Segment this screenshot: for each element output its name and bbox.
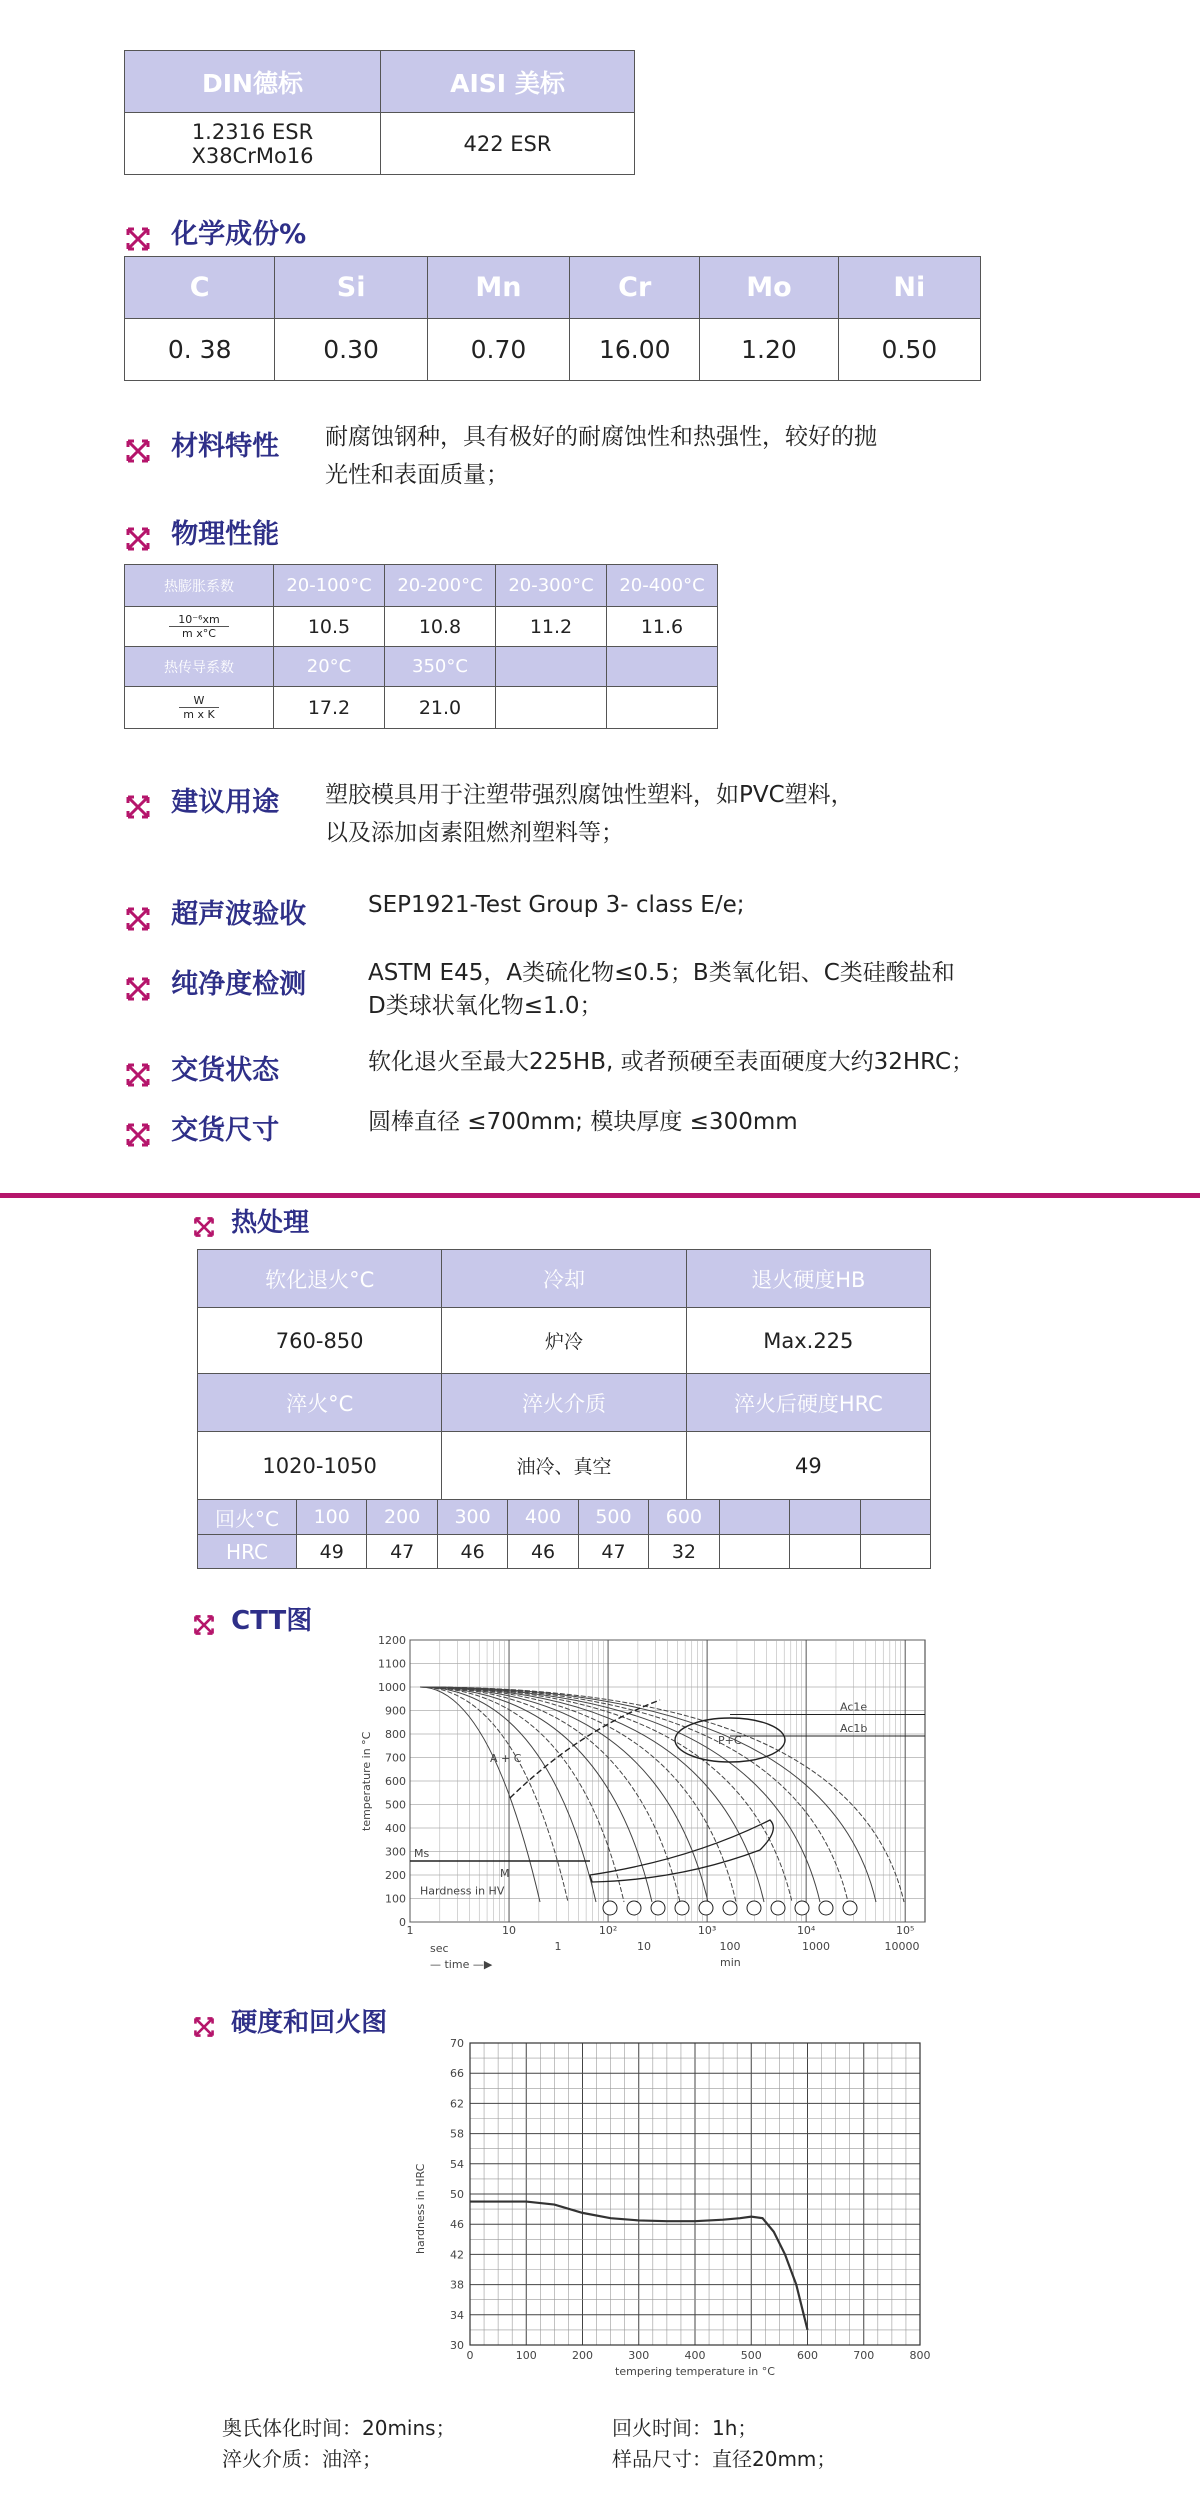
ctt-y-tick: 1200 xyxy=(378,1634,406,1647)
heat-title: 热处理 xyxy=(231,1208,310,1238)
hrc-value-7 xyxy=(719,1535,789,1569)
chemical-heading xyxy=(124,212,306,253)
temper-temp-7 xyxy=(719,1500,789,1535)
temper-temp-1: 100 xyxy=(297,1500,367,1535)
ctt-hardness-marker xyxy=(747,1901,761,1915)
delivery-state-heading xyxy=(124,1048,279,1089)
ctt-min-tick: 10000 xyxy=(884,1940,920,1953)
din-header: DIN德标 xyxy=(125,51,381,113)
temper-y-label: hardness in HRC xyxy=(414,2163,427,2254)
ctt-cooling-curve xyxy=(420,1687,736,1902)
cross-arrows-icon xyxy=(124,525,152,553)
temper-y-tick: 66 xyxy=(450,2067,464,2081)
hrc-value-8 xyxy=(790,1535,860,1569)
heat-h1-3: 退火硬度HB xyxy=(686,1250,930,1308)
heat-r1-3: Max.225 xyxy=(686,1308,930,1374)
ctt-label-ac1b: Ac1b xyxy=(840,1722,868,1735)
ctt-heading xyxy=(192,1600,312,1637)
temper-x-tick: 500 xyxy=(740,2349,762,2362)
conductivity-unit-top: W xyxy=(193,694,205,707)
ctt-label-ac: A + C xyxy=(490,1752,522,1765)
ctt-time-label: — time —▶ xyxy=(430,1958,493,1971)
cross-arrows-icon xyxy=(124,437,152,465)
ctt-y-tick: 200 xyxy=(385,1869,406,1882)
temper-temp-4: 400 xyxy=(508,1500,578,1535)
delivery-size-heading xyxy=(124,1108,279,1149)
cross-arrows-icon xyxy=(124,793,152,821)
heat-table xyxy=(197,1249,931,1500)
element-ni: Ni xyxy=(838,257,980,319)
ctt-y-tick: 300 xyxy=(385,1845,406,1859)
din-value xyxy=(125,113,381,175)
ctt-hardness-marker xyxy=(723,1901,737,1915)
ctt-sec-tick: 10² xyxy=(598,1924,618,1937)
ctt-label-ac1e: Ac1e xyxy=(840,1700,868,1714)
temper-y-tick: 38 xyxy=(450,2278,464,2292)
din-value-line2: X38CrMo16 xyxy=(191,143,314,168)
heat-h2-1: 淬火°C xyxy=(198,1374,442,1432)
temper-x-tick: 300 xyxy=(628,2349,650,2362)
delivery-size-text: 圆棒直径 ≤700mm; 模块厚度 ≤300mm xyxy=(368,1109,798,1135)
note-sample: 样品尺寸：直径20mm； xyxy=(612,2447,837,2471)
temper-temp-9 xyxy=(860,1500,931,1535)
heat-h1-1: 软化退火°C xyxy=(198,1250,442,1308)
exp-value-3: 11.2 xyxy=(496,607,607,647)
heat-heading xyxy=(192,1202,309,1239)
heat-h2-3: 淬火后硬度HRC xyxy=(686,1374,930,1432)
element-si: Si xyxy=(275,257,427,319)
ctt-hardness-marker xyxy=(699,1901,713,1915)
purity-heading xyxy=(124,962,306,1003)
temper-x-label: tempering temperature in °C xyxy=(615,2365,775,2378)
ctt-hardness-marker xyxy=(675,1901,689,1915)
temper-y-tick: 62 xyxy=(450,2097,464,2111)
ctt-hardness-marker xyxy=(795,1901,809,1915)
temper-x-tick: 100 xyxy=(515,2349,537,2362)
chemical-table xyxy=(124,256,981,381)
exp-value-2: 10.8 xyxy=(385,607,496,647)
standards-table xyxy=(124,50,635,175)
conductivity-label: 热传导系数 xyxy=(125,647,274,687)
temper-table xyxy=(197,1499,931,1569)
ctt-sec-tick: 10⁴ xyxy=(796,1924,816,1937)
heat-h2-2: 淬火介质 xyxy=(442,1374,686,1432)
temper-temp-8 xyxy=(790,1500,860,1535)
ctt-hardness-marker xyxy=(651,1901,665,1915)
material-line2: 光性和表面质量； xyxy=(325,462,509,488)
temper-y-tick: 58 xyxy=(450,2127,464,2141)
temper-x-tick: 800 xyxy=(909,2349,931,2362)
ctt-y-label: temperature in °C xyxy=(360,1731,373,1831)
heat-r1-2: 炉冷 xyxy=(442,1308,686,1374)
usage-text xyxy=(325,776,854,852)
note-temper-time: 回火时间：1h； xyxy=(612,2416,758,2440)
tempering-chart xyxy=(390,2035,960,2390)
cross-arrows-icon xyxy=(192,1613,216,1637)
material-heading xyxy=(124,424,279,465)
ctt-y-tick: 500 xyxy=(385,1798,406,1812)
hrc-value-4: 46 xyxy=(508,1535,578,1569)
hrc-label: HRC xyxy=(198,1535,297,1569)
expansion-unit xyxy=(125,607,274,647)
ctt-cooling-curve xyxy=(420,1687,568,1902)
ctt-y-tick: 600 xyxy=(385,1775,406,1788)
temper-temp-2: 200 xyxy=(367,1500,437,1535)
temper-y-tick: 34 xyxy=(450,2308,464,2322)
ultrasonic-title: 超声波验收 xyxy=(171,899,307,930)
usage-heading xyxy=(124,780,279,821)
heat-r2-2: 油冷、真空 xyxy=(442,1432,686,1500)
temper-y-tick: 42 xyxy=(450,2248,464,2262)
ctt-min-tick: 1000 xyxy=(802,1940,830,1953)
cond-value-2: 21.0 xyxy=(385,687,496,729)
ctt-hardness-marker xyxy=(627,1901,641,1915)
ctt-y-tick: 0 xyxy=(399,1916,406,1929)
ctt-sec-label: sec xyxy=(430,1942,449,1955)
cross-arrows-icon xyxy=(124,225,152,253)
temper-temp-5: 500 xyxy=(578,1500,648,1535)
ctt-hardness-marker xyxy=(603,1901,617,1915)
element-value-cr: 16.00 xyxy=(570,319,700,381)
aisi-value: 422 ESR xyxy=(381,113,635,175)
cond-header-2: 350°C xyxy=(385,647,496,687)
ctt-min-tick: 10 xyxy=(637,1940,651,1953)
cross-arrows-icon xyxy=(192,2015,216,2039)
temper-x-tick: 700 xyxy=(853,2349,875,2362)
ctt-min-tick: 1 xyxy=(554,1940,562,1953)
element-mo: Mo xyxy=(700,257,838,319)
ctt-label-m: M xyxy=(500,1867,510,1880)
ctt-y-tick: 1100 xyxy=(378,1657,406,1671)
cond-value-empty-1 xyxy=(496,687,607,729)
ctt-y-tick: 800 xyxy=(385,1728,406,1741)
cross-arrows-icon xyxy=(124,975,152,1003)
hrc-value-9 xyxy=(860,1535,931,1569)
temper-label: 回火°C xyxy=(198,1500,297,1535)
exp-header-1: 20-100°C xyxy=(274,565,385,607)
hrc-value-1: 49 xyxy=(297,1535,367,1569)
cond-value-1: 17.2 xyxy=(274,687,385,729)
note-austenitize: 奥氏体化时间：20mins； xyxy=(222,2416,456,2440)
conductivity-unit xyxy=(125,687,274,729)
purity-line2: D类球状氧化物≤1.0； xyxy=(368,993,603,1019)
hrc-value-3: 46 xyxy=(437,1535,507,1569)
ctt-sec-tick: 1 xyxy=(406,1924,414,1937)
ultrasonic-heading xyxy=(124,892,306,933)
ctt-y-tick: 900 xyxy=(385,1704,406,1718)
heat-h1-2: 冷却 xyxy=(442,1250,686,1308)
chemical-title: 化学成份% xyxy=(171,219,307,250)
cond-header-empty-1 xyxy=(496,647,607,687)
heat-r2-1: 1020-1050 xyxy=(198,1432,442,1500)
ctt-y-tick: 400 xyxy=(385,1822,406,1835)
cross-arrows-icon xyxy=(124,1121,152,1149)
physical-table xyxy=(124,564,718,729)
tempering-heading xyxy=(192,2002,387,2039)
cross-arrows-icon xyxy=(192,1215,216,1239)
element-mn: Mn xyxy=(427,257,569,319)
temper-y-tick: 70 xyxy=(450,2037,464,2050)
purity-line1: ASTM E45，A类硫化物≤0.5；B类氧化铝、C类硅酸盐和 xyxy=(368,960,955,986)
ctt-cooling-curve xyxy=(420,1687,848,1902)
hrc-value-2: 47 xyxy=(367,1535,437,1569)
hrc-value-5: 47 xyxy=(578,1535,648,1569)
element-c: C xyxy=(125,257,275,319)
exp-value-4: 11.6 xyxy=(607,607,718,647)
cond-header-empty-2 xyxy=(607,647,718,687)
physical-title: 物理性能 xyxy=(171,519,280,550)
purity-title: 纯净度检测 xyxy=(171,969,307,1000)
material-line1: 耐腐蚀钢种，具有极好的耐腐蚀性和热强性，较好的抛 xyxy=(325,424,877,450)
ctt-hardness-marker xyxy=(771,1901,785,1915)
exp-value-1: 10.5 xyxy=(274,607,385,647)
expansion-label: 热膨胀系数 xyxy=(125,565,274,607)
ctt-label-hardness: Hardness in HV xyxy=(420,1884,505,1898)
ctt-y-tick: 1000 xyxy=(378,1681,406,1694)
heat-r1-1: 760-850 xyxy=(198,1308,442,1374)
temper-x-tick: 400 xyxy=(684,2349,706,2362)
ctt-diagram xyxy=(360,1630,940,1980)
purity-text xyxy=(368,957,955,1023)
temper-y-tick: 50 xyxy=(450,2188,464,2201)
usage-line1: 塑胶模具用于注塑带强烈腐蚀性塑料，如PVC塑料， xyxy=(325,782,854,808)
hrc-value-6: 32 xyxy=(649,1535,719,1569)
delivery-state-text: 软化退火至最大225HB, 或者预硬至表面硬度大约32HRC； xyxy=(368,1049,975,1075)
ctt-cooling-curve xyxy=(420,1687,680,1902)
exp-header-4: 20-400°C xyxy=(607,565,718,607)
ctt-sec-tick: 10³ xyxy=(697,1924,717,1937)
temper-temp-6: 600 xyxy=(649,1500,719,1535)
element-cr: Cr xyxy=(570,257,700,319)
usage-line2: 以及添加卤素阻燃剂塑料等； xyxy=(325,820,624,846)
ctt-ac-boundary xyxy=(510,1700,660,1798)
physical-heading xyxy=(124,512,279,553)
expansion-unit-bottom: m x°C xyxy=(169,626,229,640)
ctt-y-tick: 100 xyxy=(385,1892,406,1906)
element-value-si: 0.30 xyxy=(275,319,427,381)
element-value-c: 0. 38 xyxy=(125,319,275,381)
din-value-line1: 1.2316 ESR xyxy=(191,119,314,144)
ctt-cooling-curve xyxy=(420,1687,540,1902)
heat-r2-3: 49 xyxy=(686,1432,930,1500)
element-value-mn: 0.70 xyxy=(427,319,569,381)
ctt-sec-tick: 10⁵ xyxy=(895,1924,915,1937)
tempering-title: 硬度和回火图 xyxy=(231,2008,388,2038)
delivery-size-title: 交货尺寸 xyxy=(171,1115,280,1146)
expansion-unit-top: 10⁻⁶xm xyxy=(178,613,220,626)
ctt-y-tick: 700 xyxy=(385,1751,406,1765)
temper-y-tick: 46 xyxy=(450,2218,464,2232)
temper-y-tick: 54 xyxy=(450,2157,464,2171)
usage-title: 建议用途 xyxy=(171,787,280,818)
element-value-mo: 1.20 xyxy=(700,319,838,381)
conductivity-unit-bottom: m x K xyxy=(179,707,219,721)
ctt-label-ms: Ms xyxy=(414,1847,430,1860)
material-title: 材料特性 xyxy=(171,431,280,462)
cross-arrows-icon xyxy=(124,905,152,933)
ctt-hardness-marker xyxy=(819,1901,833,1915)
ctt-hardness-marker xyxy=(843,1901,857,1915)
ctt-min-label: min xyxy=(720,1956,741,1969)
ctt-cooling-curve xyxy=(420,1687,792,1902)
ctt-title: CTT图 xyxy=(231,1606,313,1636)
cross-arrows-icon xyxy=(124,1061,152,1089)
cond-value-empty-2 xyxy=(607,687,718,729)
cond-header-1: 20°C xyxy=(274,647,385,687)
temper-temp-3: 300 xyxy=(437,1500,507,1535)
ctt-bainite-region xyxy=(590,1820,773,1882)
element-value-ni: 0.50 xyxy=(838,319,980,381)
ctt-min-tick: 100 xyxy=(719,1940,741,1953)
exp-header-2: 20-200°C xyxy=(385,565,496,607)
section-divider xyxy=(0,1193,1200,1198)
ctt-label-pc: P+C xyxy=(718,1734,742,1747)
note-medium: 淬火介质：油淬； xyxy=(222,2447,382,2471)
temper-x-tick: 600 xyxy=(797,2349,818,2362)
ultrasonic-text: SEP1921-Test Group 3- class E/e; xyxy=(368,892,745,918)
delivery-state-title: 交货状态 xyxy=(171,1055,280,1086)
temper-x-tick: 0 xyxy=(466,2349,474,2362)
temper-y-tick: 30 xyxy=(450,2339,464,2352)
aisi-header: AISI 美标 xyxy=(381,51,635,113)
material-text xyxy=(325,418,877,494)
temper-x-tick: 200 xyxy=(572,2349,593,2362)
ctt-sec-tick: 10 xyxy=(502,1924,517,1937)
exp-header-3: 20-300°C xyxy=(496,565,607,607)
